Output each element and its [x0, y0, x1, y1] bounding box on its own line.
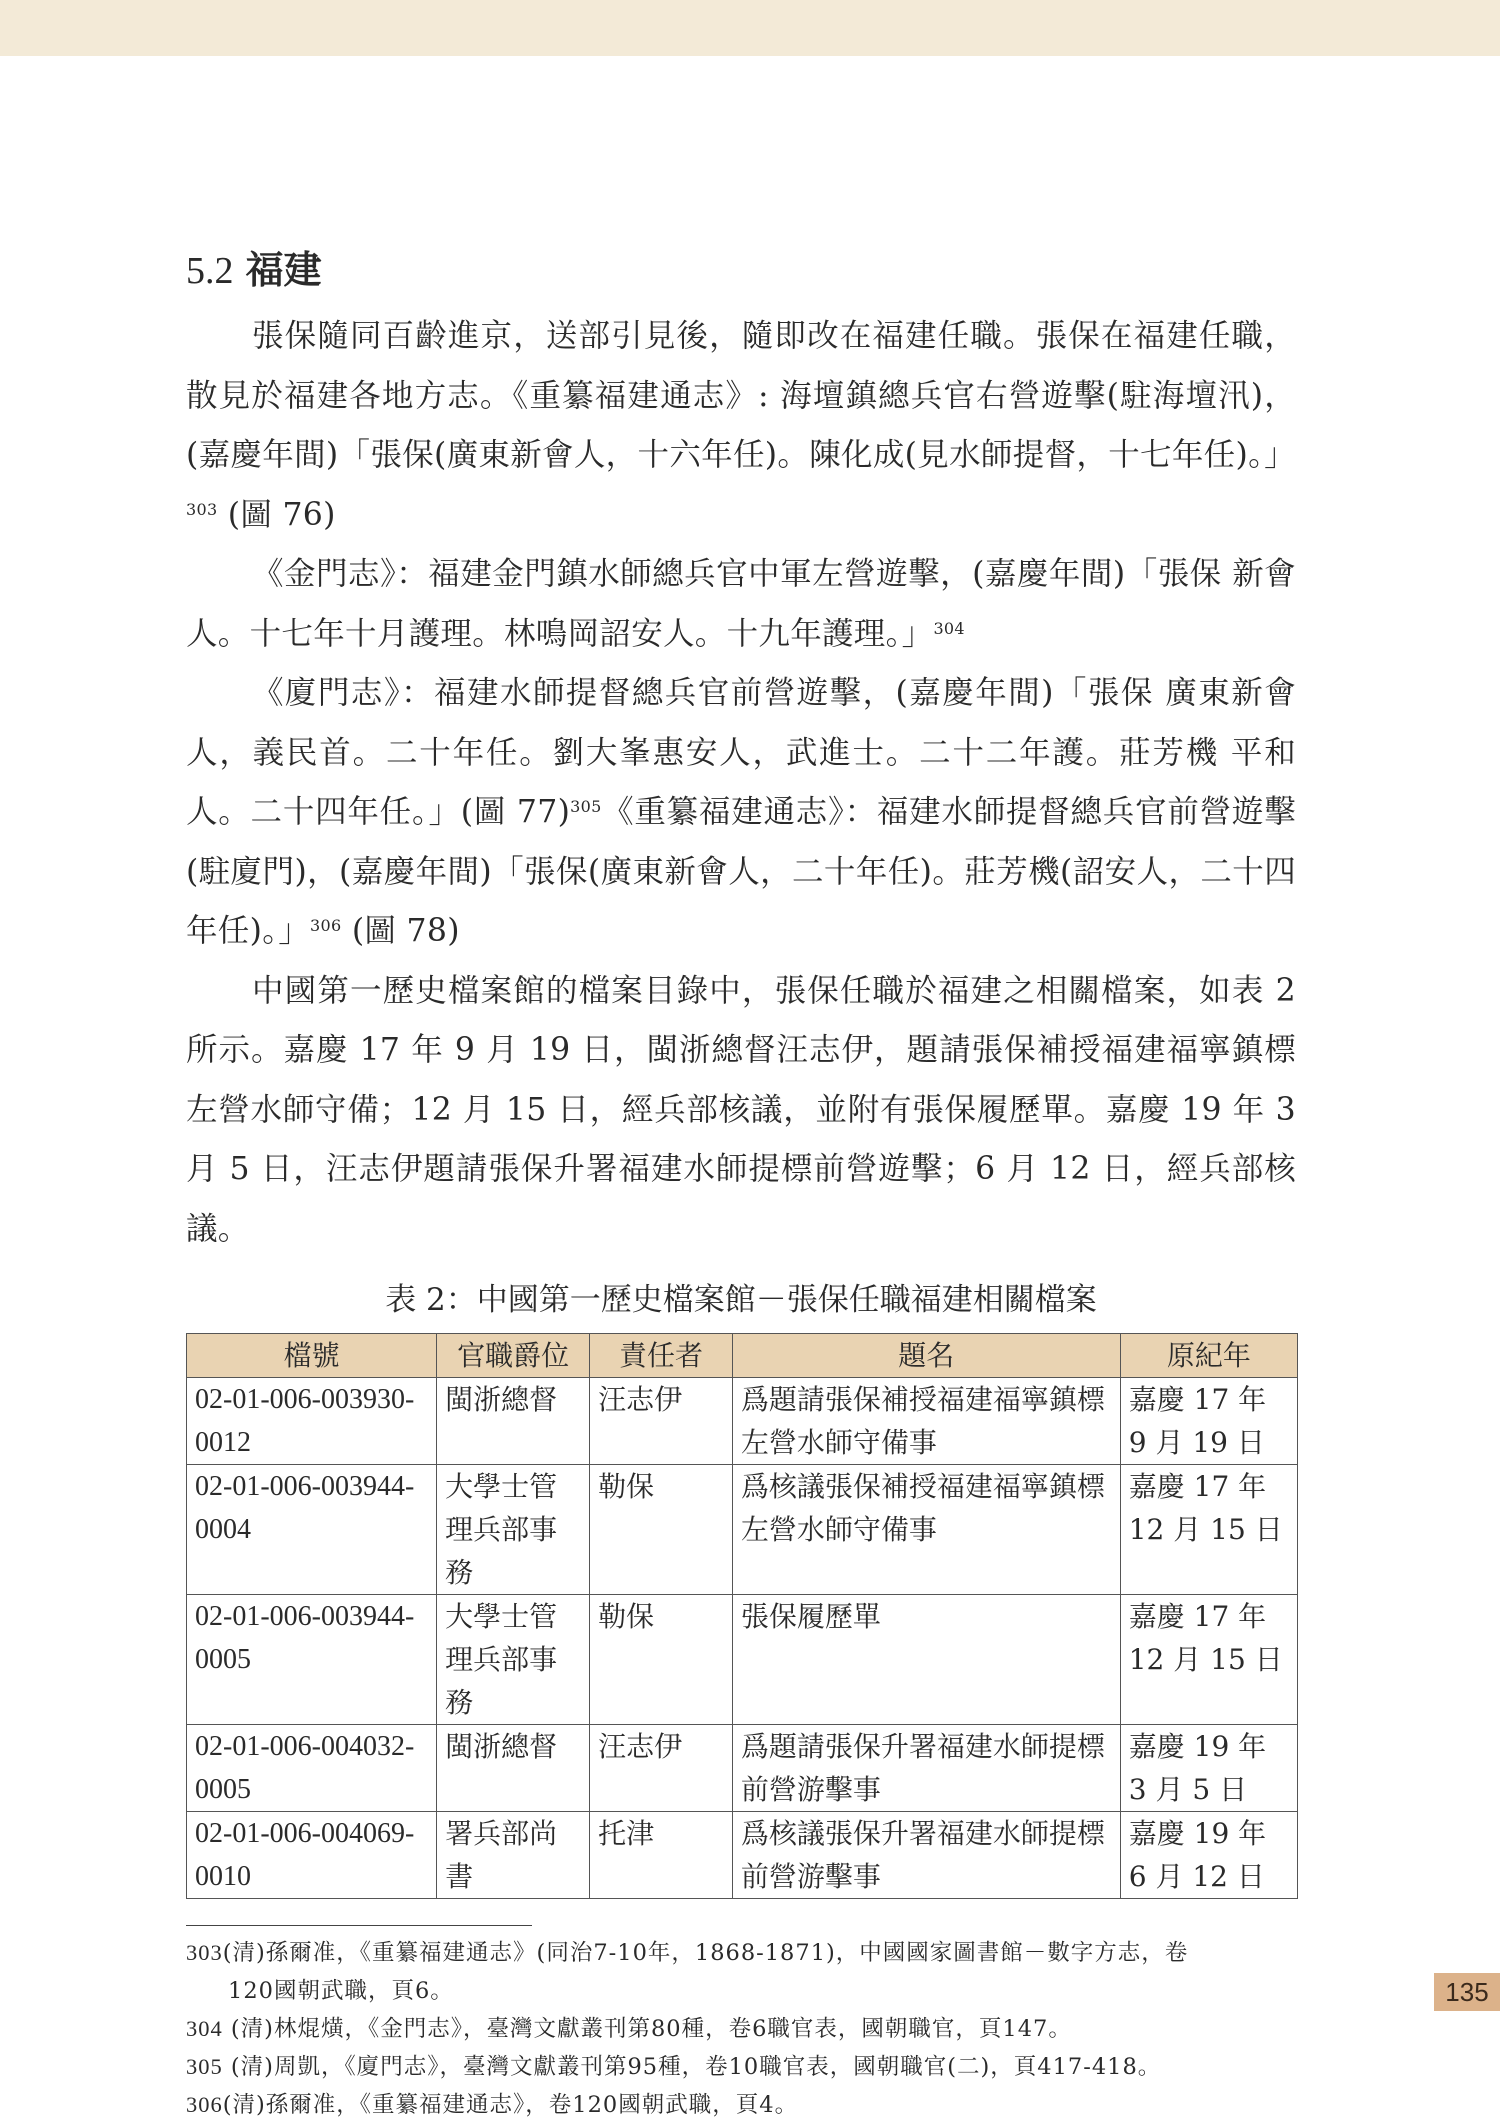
- footnote-text-cont: 120國朝武職，頁6。: [228, 1978, 454, 2004]
- cell-office: 閩浙總督: [437, 1378, 590, 1465]
- footnote-304: [186, 2010, 1296, 2048]
- section-title: 福建: [245, 248, 322, 292]
- paragraph-text: 張保隨同百齡進京，送部引見後，隨即改在福建任職。張保在福建任職，散見於福建各地方志。《重纂福建通志》: 海壇鎮總兵官右營遊擊(駐海壇汛)，(嘉慶年間)「張保(廣東新會人，十六年任)。陳化成(見水師提督，十七年任)。」: [186, 318, 1296, 473]
- page-number: 135: [1434, 1973, 1500, 2011]
- cell-id: 02-01-006-003944-0004: [187, 1465, 437, 1595]
- cell-office: 署兵部尚書: [437, 1812, 590, 1899]
- section-number: 5.2: [186, 250, 234, 292]
- footnote-ref[interactable]: 306: [310, 916, 342, 935]
- footnotes: [186, 1934, 1296, 2124]
- paragraph-3: [186, 664, 1296, 962]
- cell-title: 爲核議張保補授福建福寧鎮標左營水師守備事: [732, 1465, 1120, 1595]
- footnote-text: (清)周凱，《廈門志》，臺灣文獻叢刊第95種，卷10職官表，國朝職官(二)，頁417-418。: [222, 2054, 1162, 2080]
- header-band: [0, 0, 1500, 56]
- footnote-303: [186, 1934, 1296, 2010]
- cell-person: 勒保: [590, 1595, 733, 1725]
- cell-person: 勒保: [590, 1465, 733, 1595]
- paragraph-text: 《重纂福建通志》：福建水師提督總兵官前營遊擊(駐廈門)，(嘉慶年間)「張保(廣東新會人，二十年任)。莊芳機(詔安人，二十四年任)。」: [186, 794, 1296, 949]
- cell-id: 02-01-006-003944-0005: [187, 1595, 437, 1725]
- footnote-ref[interactable]: 303: [186, 499, 218, 519]
- cell-person: 托津: [590, 1812, 733, 1899]
- cell-office: 大學士管理兵部事務: [437, 1595, 590, 1725]
- footnote-text: (清)孫爾准，《重纂福建通志》(同治7-10年，1868-1871)，中國國家圖書館－數字方志，卷: [222, 1940, 1189, 1966]
- cell-date: 嘉慶 17 年 12 月 15 日: [1120, 1595, 1297, 1725]
- footnote-number: 305: [186, 2054, 223, 2079]
- section-heading: [186, 240, 1296, 301]
- cell-date: 嘉慶 19 年 3 月 5 日: [1120, 1725, 1297, 1812]
- paragraph-4: [186, 962, 1296, 1260]
- table-row: [187, 1812, 1298, 1899]
- paragraph-2: [186, 545, 1296, 664]
- archive-table: [186, 1333, 1298, 1899]
- cell-office: 大學士管理兵部事務: [437, 1465, 590, 1595]
- footnote-number: 303: [186, 1940, 223, 1965]
- footnote-ref[interactable]: 305: [570, 797, 602, 816]
- cell-date: 嘉慶 17 年 9 月 19 日: [1120, 1378, 1297, 1465]
- table-header-row: [187, 1334, 1298, 1378]
- footnote-text: (清)孫爾准，《重纂福建通志》，卷120國朝武職，頁4。: [222, 2092, 799, 2118]
- footnote-number: 306: [186, 2092, 223, 2117]
- table-row: [187, 1465, 1298, 1595]
- footnote-305: [186, 2048, 1296, 2086]
- cell-id: 02-01-006-004032-0005: [187, 1725, 437, 1812]
- cell-title: 爲題請張保升署福建水師提標前營游擊事: [732, 1725, 1120, 1812]
- cell-title: 爲核議張保升署福建水師提標前營游擊事: [732, 1812, 1120, 1899]
- header-id: 檔號: [187, 1334, 437, 1378]
- cell-date: 嘉慶 19 年 6 月 12 日: [1120, 1812, 1297, 1899]
- footnote-text: (清)林焜熿，《金門志》，臺灣文獻叢刊第80種，卷6職官表，國朝職官，頁147。: [222, 2016, 1072, 2042]
- header-person: 責任者: [590, 1334, 733, 1378]
- cell-person: 汪志伊: [590, 1725, 733, 1812]
- table-row: [187, 1378, 1298, 1465]
- table-row: [187, 1725, 1298, 1812]
- paragraph-text: 中國第一歷史檔案館的檔案目錄中，張保任職於福建之相關檔案，如表 2 所示。嘉慶 17 年 9 月 19 日，閩浙總督汪志伊，題請張保補授福建福寧鎮標左營水師守備；12 月 15 日，經兵部核議，並附有張保履歷單。嘉慶 19 年 3 月 5 日，汪志伊題請張保升署福建水師提標前營遊擊；6 月 12 日，經兵部核議。: [186, 972, 1296, 1247]
- page-content: [186, 240, 1296, 2124]
- cell-title: 爲題請張保補授福建福寧鎮標左營水師守備事: [732, 1378, 1120, 1465]
- figure-ref: (圖 78): [341, 913, 460, 949]
- paragraph-1: [186, 307, 1296, 545]
- table-row: [187, 1595, 1298, 1725]
- table-caption: 表 2：中國第一歷史檔案館－張保任職福建相關檔案: [385, 1282, 1097, 1318]
- header-date: 原紀年: [1120, 1334, 1297, 1378]
- cell-id: 02-01-006-004069-0010: [187, 1812, 437, 1899]
- footnote-number: 304: [186, 2016, 223, 2041]
- footnote-divider: [186, 1925, 532, 1926]
- cell-id: 02-01-006-003930-0012: [187, 1378, 437, 1465]
- cell-person: 汪志伊: [590, 1378, 733, 1465]
- header-title: 題名: [732, 1334, 1120, 1378]
- header-office: 官職爵位: [437, 1334, 590, 1378]
- paragraph-text: 《金門志》：福建金門鎮水師總兵官中軍左營遊擊，(嘉慶年間)「張保 新會人。十七年十月護理。林鳴岡詔安人。十九年護理。」: [186, 556, 1296, 652]
- paragraph-text: 《廈門志》：福建水師提督總兵官前營遊擊，(嘉慶年間)「張保 廣東新會人，義民首。二十年任。劉大峯惠安人，武進士。二十二年護。莊芳機 平和人。二十四年任。」(圖 77): [186, 675, 1296, 830]
- figure-ref: (圖 76): [217, 496, 336, 533]
- footnote-306: [186, 2086, 1296, 2124]
- cell-office: 閩浙總督: [437, 1725, 590, 1812]
- footnote-ref[interactable]: 304: [933, 618, 965, 638]
- cell-title: 張保履歷單: [732, 1595, 1120, 1725]
- cell-date: 嘉慶 17 年 12 月 15 日: [1120, 1465, 1297, 1595]
